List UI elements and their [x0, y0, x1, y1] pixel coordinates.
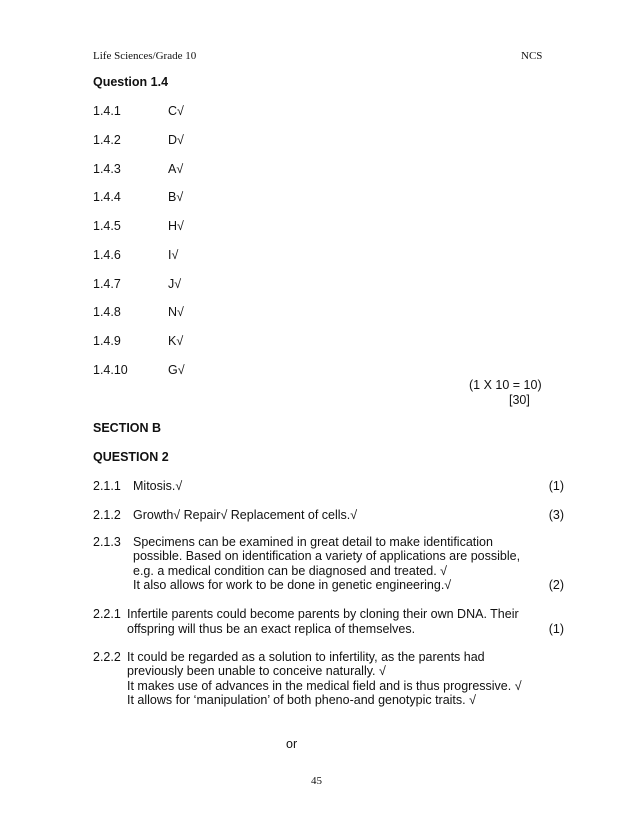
answer-value: H√: [168, 219, 184, 233]
answer-row: [0, 162, 638, 178]
answer-number: 1.4.5: [93, 219, 121, 233]
mark-allocation: (2): [548, 578, 564, 592]
answer-number: 1.4.10: [93, 363, 128, 377]
answer-line: It allows for ‘manipulation’ of both pheno-and genotypic traits. √: [127, 693, 476, 707]
answer-number: 1.4.7: [93, 277, 121, 291]
answer-number: 2.1.3: [93, 535, 121, 549]
answer-row: [0, 219, 638, 235]
answer-line: e.g. a medical condition can be diagnosed and treated. √: [133, 564, 448, 578]
answer-number: 2.2.1: [93, 607, 121, 621]
header-curriculum: NCS: [521, 50, 543, 62]
answer-number: 1.4.8: [93, 305, 121, 319]
section-b-title: SECTION B: [93, 421, 162, 435]
answer-row: [0, 104, 638, 120]
answer-value: A√: [168, 162, 184, 176]
answer-row: [0, 133, 638, 149]
answer-value: G√: [168, 363, 185, 377]
answer-number: 2.1.2: [93, 508, 121, 522]
answer-value: N√: [168, 305, 184, 319]
answer-line: It could be regarded as a solution to infertility, as the parents had: [127, 650, 485, 664]
answer-row: [0, 334, 638, 350]
answer-2-2-2: [0, 650, 638, 714]
question-1-4-title: Question 1.4: [93, 75, 169, 89]
answer-row: [0, 248, 638, 264]
answer-line: previously been unable to conceive naturally. √: [127, 664, 386, 678]
mark-allocation: (3): [548, 508, 564, 522]
answer-number: 1.4.4: [93, 190, 121, 204]
answer-2-2-1: [0, 607, 638, 639]
answer-number: 1.4.9: [93, 334, 121, 348]
answer-value: C√: [168, 104, 184, 118]
answer-line: possible. Based on identification a variety of applications are possible,: [133, 549, 521, 563]
answer-2-1-1: [0, 479, 638, 495]
mark-calculation: (1 X 10 = 10): [469, 378, 542, 392]
answer-line: It makes use of advances in the medical field and is thus progressive. √: [127, 679, 522, 693]
alternative-or: or: [286, 737, 298, 751]
page-number: 45: [311, 775, 322, 787]
answer-2-1-3: [0, 535, 638, 599]
answer-text: Growth√ Repair√ Replacement of cells.√: [133, 508, 358, 522]
answer-row: [0, 277, 638, 293]
answer-value: B√: [168, 190, 184, 204]
answer-value: J√: [168, 277, 182, 291]
answer-line: Specimens can be examined in great detail to make identification: [133, 535, 493, 549]
answer-number: 1.4.3: [93, 162, 121, 176]
answer-2-1-2: [0, 508, 638, 524]
question-2-title: QUESTION 2: [93, 450, 169, 464]
answer-number: 1.4.6: [93, 248, 121, 262]
answer-value: D√: [168, 133, 184, 147]
answer-text: Mitosis.√: [133, 479, 183, 493]
mark-allocation: (1): [548, 622, 564, 636]
mark-allocation: (1): [548, 479, 564, 493]
answer-value: K√: [168, 334, 184, 348]
header-subject: Life Sciences/Grade 10: [93, 50, 197, 62]
answer-number: 1.4.2: [93, 133, 121, 147]
answer-number: 2.1.1: [93, 479, 121, 493]
answer-line: offspring will thus be an exact replica of themselves.: [127, 622, 416, 636]
answer-row: [0, 305, 638, 321]
answer-line: Infertile parents could become parents by cloning their own DNA. Their: [127, 607, 519, 621]
answer-number: 2.2.2: [93, 650, 121, 664]
answer-row: [0, 190, 638, 206]
section-total: [30]: [509, 393, 530, 407]
answer-row: [0, 363, 638, 379]
answer-number: 1.4.1: [93, 104, 121, 118]
answer-line: It also allows for work to be done in genetic engineering.√: [133, 578, 452, 592]
answer-value: I√: [168, 248, 179, 262]
